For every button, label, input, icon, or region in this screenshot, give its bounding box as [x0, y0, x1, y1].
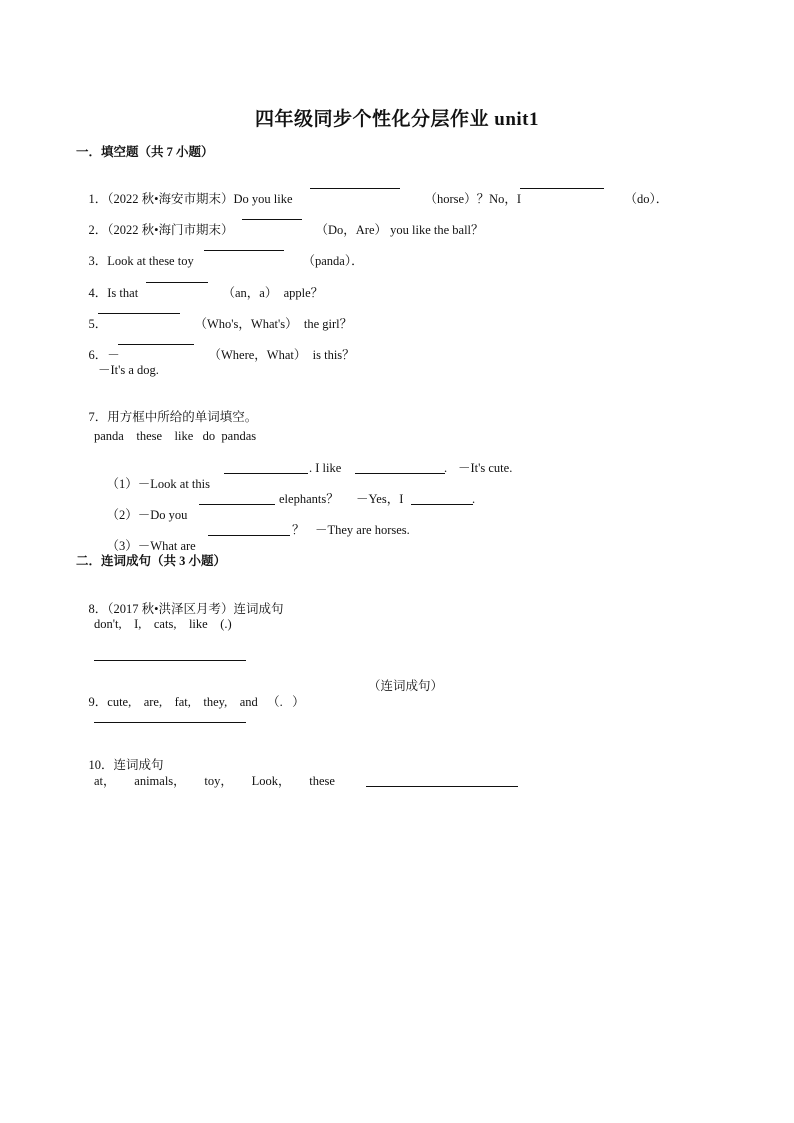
answer-blank[interactable] — [242, 219, 302, 220]
page-title: 四年级同步个性化分层作业 unit1 — [255, 109, 539, 130]
worksheet-page: 四年级同步个性化分层作业 unit1 一．填空题（共 7 小题） 1．（2022 秋•海安市期末）Do you like （horse）？No，I （do）． 2．（2022 秋•海门市期末） （Do，Are） you like the ball？ 3．Look at these toy （panda）． 4．Is that （an，a） apple？ 5． （Who's，What's） the girl？ 6．－ （Where，What） is this？ －It's a dog. 7．用方框中所给的单词填空。 panda these like do pandas （1）－Look at this . I like . －It's cute. （2）－Do you elephants？ －Yes，I . （3）－What are ？ －They are horses. 二．连词成句（共 3 小题） 8．（2017 秋•洪泽区月考）连词成句 don't, I, cats, like (.) 9．cute, are, fat, they, and （. ） （连词成句） 10．连词成句 at， animals， toy， Look， these — [0, 0, 794, 1123]
question-text: the girl？ — [303, 317, 353, 331]
question-text: Is that — [107, 286, 139, 300]
question-text: Look at these toy — [107, 254, 194, 268]
answer-blank[interactable] — [204, 250, 284, 251]
answer-blank[interactable] — [520, 188, 604, 189]
question-text: apple？ — [283, 286, 324, 300]
word-list: cute, are, fat, they, and （. ） — [107, 695, 305, 709]
hint-text: （an，a） — [222, 286, 278, 300]
question-number: 2． — [88, 223, 108, 237]
answer-blank[interactable] — [199, 504, 275, 505]
answer-blank[interactable] — [224, 473, 308, 474]
question-9 — [76, 678, 305, 726]
question-text: you like the ball？ — [390, 223, 484, 237]
answer-blank[interactable] — [98, 313, 180, 314]
sub-question-2: （2）－Do you — [106, 508, 188, 522]
question-number: 8． — [88, 602, 108, 616]
answer-blank[interactable] — [411, 504, 473, 505]
section-heading-fill-in: 一．填空题（共 7 小题） — [76, 145, 214, 159]
question-text: ？No，I — [476, 192, 525, 206]
question-number: 7． — [88, 410, 108, 424]
question-source: （2022 秋•海安市期末） — [107, 192, 234, 206]
question-task: （连词成句） — [368, 679, 444, 693]
answer-blank[interactable] — [208, 535, 290, 536]
hint-text: （Who's，What's） — [194, 317, 298, 331]
answer-line[interactable] — [94, 722, 246, 723]
question-6-answer: －It's a dog. — [98, 363, 159, 377]
hint-text: （do） — [624, 192, 656, 206]
question-instruction: 用方框中所给的单词填空。 — [107, 410, 258, 424]
question-6: 6．－ — [88, 348, 120, 362]
question-number: 1． — [88, 192, 108, 206]
hint-text: （Do，Are） — [315, 223, 388, 237]
answer-line[interactable] — [366, 786, 518, 787]
question-task: 连词成句 — [233, 602, 284, 616]
sub-question-3: （3）－What are — [106, 539, 196, 553]
sub-question-1: （1）－Look at this — [106, 477, 210, 491]
question-number: 6． — [88, 348, 108, 362]
question-text: is this？ — [312, 348, 355, 362]
question-number: 5． — [88, 317, 108, 331]
question-number: 10． — [88, 758, 114, 772]
word-list: at， animals， toy， Look， these — [94, 774, 335, 788]
question-number: 9． — [88, 695, 108, 709]
question-number: 4． — [88, 286, 108, 300]
question-number: 3． — [88, 254, 108, 268]
word-box: panda these like do pandas — [94, 429, 257, 443]
hint-text: （horse） — [424, 192, 477, 206]
answer-blank[interactable] — [310, 188, 400, 189]
section-heading-sentence-building: 二．连词成句（共 3 小题） — [76, 554, 227, 568]
word-list: don't, I, cats, like (.) — [94, 617, 232, 631]
hint-text: （panda） — [302, 254, 352, 268]
answer-blank[interactable] — [118, 344, 194, 345]
answer-line[interactable] — [94, 660, 246, 661]
answer-blank[interactable] — [355, 473, 445, 474]
hint-text: （Where，What） — [208, 348, 307, 362]
question-source: （2022 秋•海门市期末） — [107, 223, 234, 237]
question-text: Do you like — [233, 192, 296, 206]
question-source: （2017 秋•洪泽区月考） — [107, 602, 234, 616]
answer-blank[interactable] — [146, 282, 208, 283]
question-task: 连词成句 — [113, 758, 164, 772]
